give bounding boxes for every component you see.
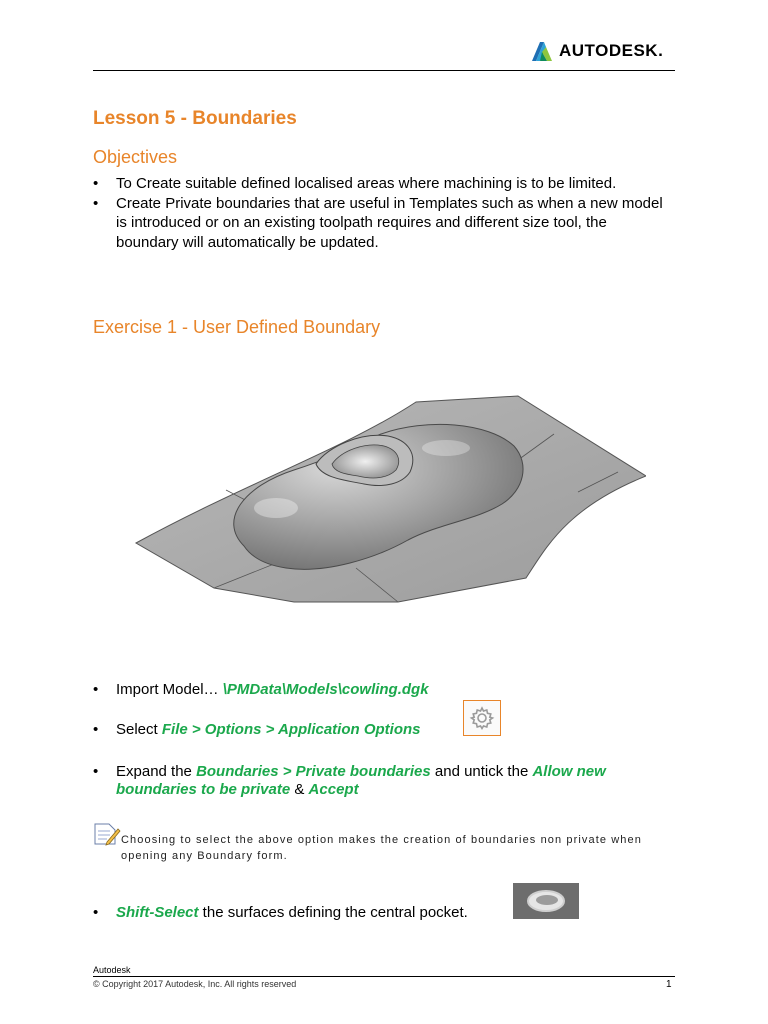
application-options-button[interactable]	[463, 700, 501, 736]
step-select-options	[93, 721, 683, 739]
bullet-icon: •	[93, 763, 99, 780]
autodesk-logo	[531, 40, 663, 62]
step-expand-boundaries	[93, 763, 683, 799]
step-shift-select	[93, 904, 683, 922]
step-text: Expand the	[116, 763, 197, 780]
list-item: • Create Private boundaries that are useful in Templates such as when a new model is introduced or on an existing toolpath requires and different size tool, the boundary will automatically be updated.	[93, 194, 673, 253]
exercise-heading: Exercise 1 - User Defined Boundary	[93, 317, 381, 337]
step-text: Select	[116, 721, 162, 738]
header-divider	[93, 70, 675, 71]
page-number: 1	[666, 979, 672, 990]
objectives-heading: Objectives	[93, 147, 178, 167]
note-text: Choosing to select the above option makes the creation of boundaries non private when opening any Boundary form.	[121, 834, 642, 862]
model-path: \PMData\Models\cowling.dgk	[222, 681, 429, 698]
bullet-icon: •	[93, 904, 99, 921]
step-text: the surfaces defining the central pocket.	[198, 904, 468, 921]
cowling-model-image	[126, 388, 646, 603]
menu-path: File > Options > Application Options	[161, 721, 421, 738]
autodesk-logo-icon	[531, 40, 553, 62]
objectives-list	[93, 174, 673, 252]
footer-divider	[93, 976, 675, 977]
step-import-model	[93, 681, 683, 699]
pocket-thumbnail-image	[513, 883, 579, 919]
step-text: &	[290, 781, 309, 798]
footer-company: Autodesk	[93, 965, 131, 975]
note-pencil-icon	[93, 822, 121, 846]
list-item: • To Create suitable defined localised areas where machining is to be limited.	[93, 174, 673, 194]
bullet-icon: •	[93, 721, 99, 738]
footer-copyright: © Copyright 2017 Autodesk, Inc. All rights reserved	[93, 979, 297, 989]
brand-name: AUTODESK.	[559, 41, 664, 60]
shift-select-term: Shift-Select	[116, 904, 199, 921]
accept-term: Accept	[308, 781, 359, 798]
lesson-title: Lesson 5 - Boundaries	[93, 108, 297, 129]
step-text: Import Model…	[116, 681, 223, 698]
option-name: Allow new boundaries to be private	[116, 763, 606, 798]
option-path: Boundaries > Private boundaries	[196, 763, 431, 780]
gear-icon	[469, 705, 495, 731]
bullet-icon: •	[93, 681, 99, 698]
step-text: and untick the	[430, 763, 533, 780]
